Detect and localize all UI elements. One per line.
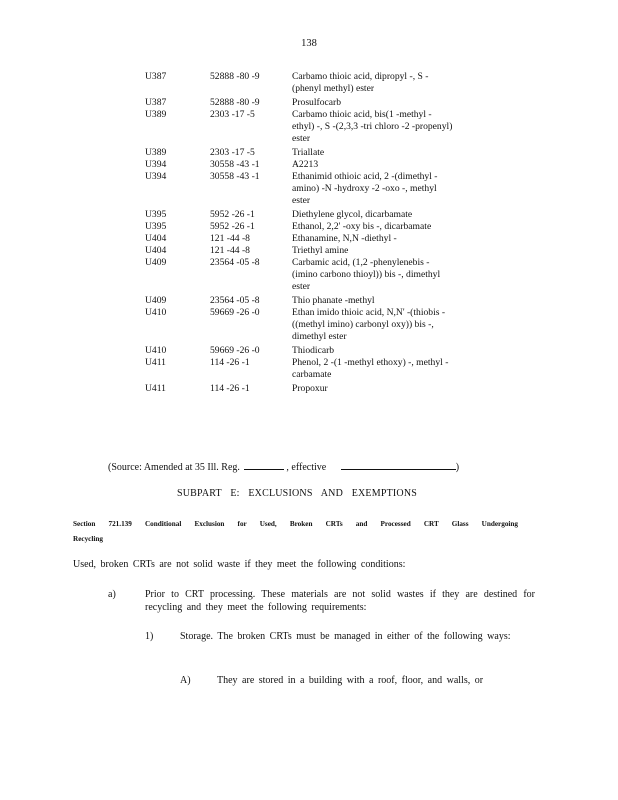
cas-number: 23564 -05 -8 bbox=[210, 295, 260, 306]
table-row bbox=[145, 147, 485, 159]
chemical-name: Triethyl amine bbox=[292, 245, 349, 256]
table-row bbox=[145, 295, 485, 307]
waste-code: U411 bbox=[145, 383, 166, 394]
table-row bbox=[145, 357, 485, 381]
section-heading: Section 721.139 Conditional Exclusion for Used, Broken CRTs and Processed CRT Glass Undergoing Recycling bbox=[73, 520, 518, 543]
cas-number: 5952 -26 -1 bbox=[210, 221, 255, 232]
chemical-name: Propoxur bbox=[292, 383, 328, 394]
table-row bbox=[145, 159, 485, 171]
waste-code-table bbox=[145, 71, 485, 395]
table-row bbox=[145, 245, 485, 257]
cas-number: 121 -44 -8 bbox=[210, 233, 250, 244]
waste-code: U404 bbox=[145, 233, 167, 244]
waste-code: U389 bbox=[145, 147, 167, 158]
cas-number: 30558 -43 -1 bbox=[210, 159, 260, 170]
cas-number: 23564 -05 -8 bbox=[210, 257, 260, 268]
waste-code: U410 bbox=[145, 307, 167, 318]
table-row bbox=[145, 97, 485, 109]
cas-number: 114 -26 -1 bbox=[210, 357, 250, 368]
waste-code: U395 bbox=[145, 209, 167, 220]
source-note bbox=[108, 459, 459, 474]
cas-number: 2303 -17 -5 bbox=[210, 109, 255, 120]
waste-code: U410 bbox=[145, 345, 167, 356]
subsection-A-text: They are stored in a building with a roof, floor, and walls, or bbox=[217, 675, 484, 686]
table-row bbox=[145, 109, 485, 145]
chemical-name: Carbamo thioic acid, dipropyl -, S - (phenyl methyl) ester bbox=[292, 71, 429, 94]
source-suffix: ) bbox=[455, 462, 460, 473]
cas-number: 2303 -17 -5 bbox=[210, 147, 255, 158]
waste-code: U387 bbox=[145, 97, 167, 108]
subsection-a-label: a) bbox=[108, 589, 116, 600]
cas-number: 59669 -26 -0 bbox=[210, 307, 260, 318]
table-row bbox=[145, 383, 485, 395]
subpart-heading: SUBPART E: EXCLUSIONS AND EXEMPTIONS bbox=[176, 488, 418, 499]
waste-code: U387 bbox=[145, 71, 167, 82]
source-prefix: (Source: Amended at 35 Ill. Reg. bbox=[108, 462, 240, 473]
chemical-name: Prosulfocarb bbox=[292, 97, 342, 108]
table-row bbox=[145, 345, 485, 357]
chemical-name: Carbamo thioic acid, bis(1 -methyl - ethyl) -, S -(2,3,3 -tri chloro -2 -propenyl) ester bbox=[292, 109, 453, 144]
chemical-name: Phenol, 2 -(1 -methyl ethoxy) -, methyl - carbamate bbox=[292, 357, 449, 380]
table-row bbox=[145, 257, 485, 293]
table-row bbox=[145, 307, 485, 343]
table-row bbox=[145, 71, 485, 95]
chemical-name: Ethanol, 2,2' -oxy bis -, dicarbamate bbox=[292, 221, 432, 232]
chemical-name: Ethanamine, N,N -diethyl - bbox=[292, 233, 397, 244]
waste-code: U404 bbox=[145, 245, 167, 256]
chemical-name: Ethan imido thioic acid, N,N' -(thiobis - ((methyl imino) carbonyl oxy)) bis -, dimethyl ester bbox=[292, 307, 446, 342]
cas-number: 114 -26 -1 bbox=[210, 383, 250, 394]
waste-code: U394 bbox=[145, 159, 167, 170]
chemical-name: Diethylene glycol, dicarbamate bbox=[292, 209, 413, 220]
waste-code: U389 bbox=[145, 109, 167, 120]
cas-number: 5952 -26 -1 bbox=[210, 209, 255, 220]
waste-code: U411 bbox=[145, 357, 166, 368]
chemical-name: A2213 bbox=[292, 159, 319, 170]
page-number: 138 bbox=[301, 38, 317, 49]
subsection-1-label: 1) bbox=[145, 631, 154, 642]
waste-code: U409 bbox=[145, 295, 167, 306]
cas-number: 30558 -43 -1 bbox=[210, 171, 260, 182]
chemical-name: Carbamic acid, (1,2 -phenylenebis - (imino carbono thioyl)) bis -, dimethyl ester bbox=[292, 257, 441, 292]
chemical-name: Thio phanate -methyl bbox=[292, 295, 375, 306]
waste-code: U409 bbox=[145, 257, 167, 268]
cas-number: 121 -44 -8 bbox=[210, 245, 250, 256]
cas-number: 52888 -80 -9 bbox=[210, 97, 260, 108]
waste-code: U395 bbox=[145, 221, 167, 232]
table-row bbox=[145, 233, 485, 245]
waste-code: U394 bbox=[145, 171, 167, 182]
subsection-a-text: Prior to CRT processing. These materials are not solid wastes if they are destined for recycling and they meet the following requirements: bbox=[145, 589, 535, 613]
blank-effective-date bbox=[341, 459, 456, 470]
cas-number: 59669 -26 -0 bbox=[210, 345, 260, 356]
intro-paragraph: Used, broken CRTs are not solid waste if they meet the following conditions: bbox=[73, 559, 406, 570]
subsection-A-label: A) bbox=[180, 675, 191, 686]
table-row bbox=[145, 209, 485, 221]
cas-number: 52888 -80 -9 bbox=[210, 71, 260, 82]
subsection-1-text: Storage. The broken CRTs must be managed in either of the following ways: bbox=[180, 631, 511, 642]
table-row bbox=[145, 221, 485, 233]
chemical-name: Ethanimid othioic acid, 2 -(dimethyl - amino) -N -hydroxy -2 -oxo -, methyl ester bbox=[292, 171, 438, 206]
chemical-name: Thiodicarb bbox=[292, 345, 335, 356]
chemical-name: Triallate bbox=[292, 147, 325, 158]
blank-register-page bbox=[244, 459, 284, 470]
source-mid: , effective bbox=[286, 462, 327, 473]
table-row bbox=[145, 171, 485, 207]
